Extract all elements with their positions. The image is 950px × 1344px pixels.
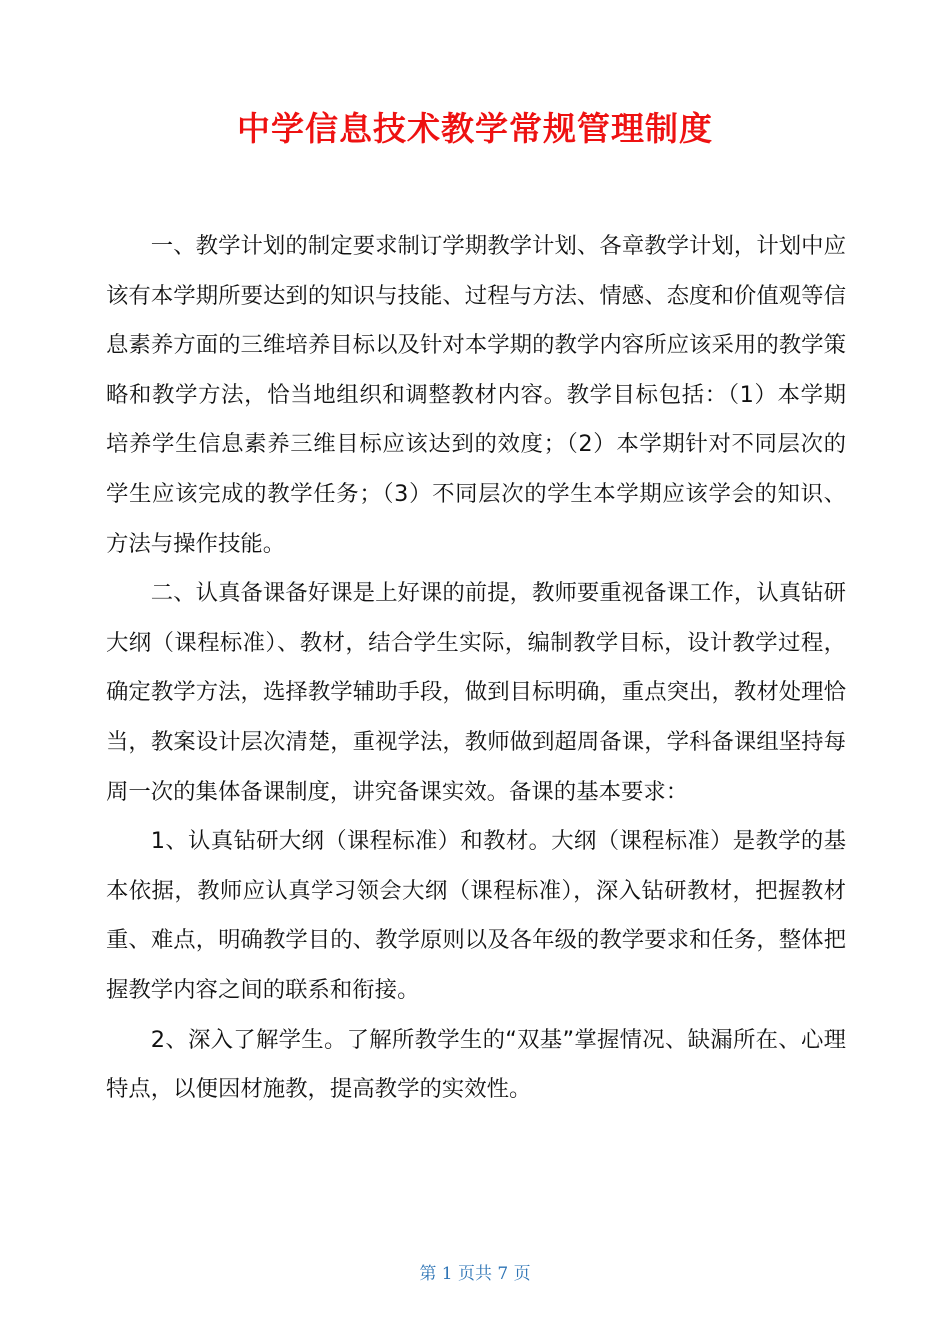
- document-title: 中学信息技术教学常规管理制度: [237, 109, 713, 148]
- paragraph-understand-students: 2、深入了解学生。了解所教学生的“双基”掌握情况、缺漏所在、心理特点，以便因材施教，提高教学的实效性。: [106, 1026, 846, 1103]
- paragraph-lesson-preparation: 二、认真备课备好课是上好课的前提，教师要重视备课工作，认真钻研大纲（课程标准）、教材，结合学生实际，编制教学目标，设计教学过程，确定教学方法，选择教学辅助手段，做到目标明确，重点突出，教材处理恰当，教案设计层次清楚，重视学法，教师做到超周备课，学科备课组坚持每周一次的集体备课制度，讲究备课实效。备课的基本要求：: [106, 580, 846, 805]
- page-number-footer: 第 1 页共 7 页: [419, 1264, 531, 1284]
- paragraph-study-syllabus: 1、认真钻研大纲（课程标准）和教材。大纲（课程标准）是教学的基本依据，教师应认真学习领会大纲（课程标准），深入钻研教材，把握教材重、难点，明确教学目的、教学原则以及各年级的教学要求和任务，整体把握教学内容之间的联系和衔接。: [106, 828, 846, 1003]
- paragraph-teaching-plan: 一、教学计划的制定要求制订学期教学计划、各章教学计划，计划中应该有本学期所要达到的知识与技能、过程与方法、情感、态度和价值观等信息素养方面的三维培养目标以及针对本学期的教学内容所应该采用的教学策略和教学方法，恰当地组织和调整教材内容。教学目标包括：（1）本学期培养学生信息素养三维目标应该达到的效度；（2）本学期针对不同层次的学生应该完成的教学任务；（3）不同层次的学生本学期应该学会的知识、方法与操作技能。: [106, 233, 846, 557]
- document-body: [106, 222, 846, 1115]
